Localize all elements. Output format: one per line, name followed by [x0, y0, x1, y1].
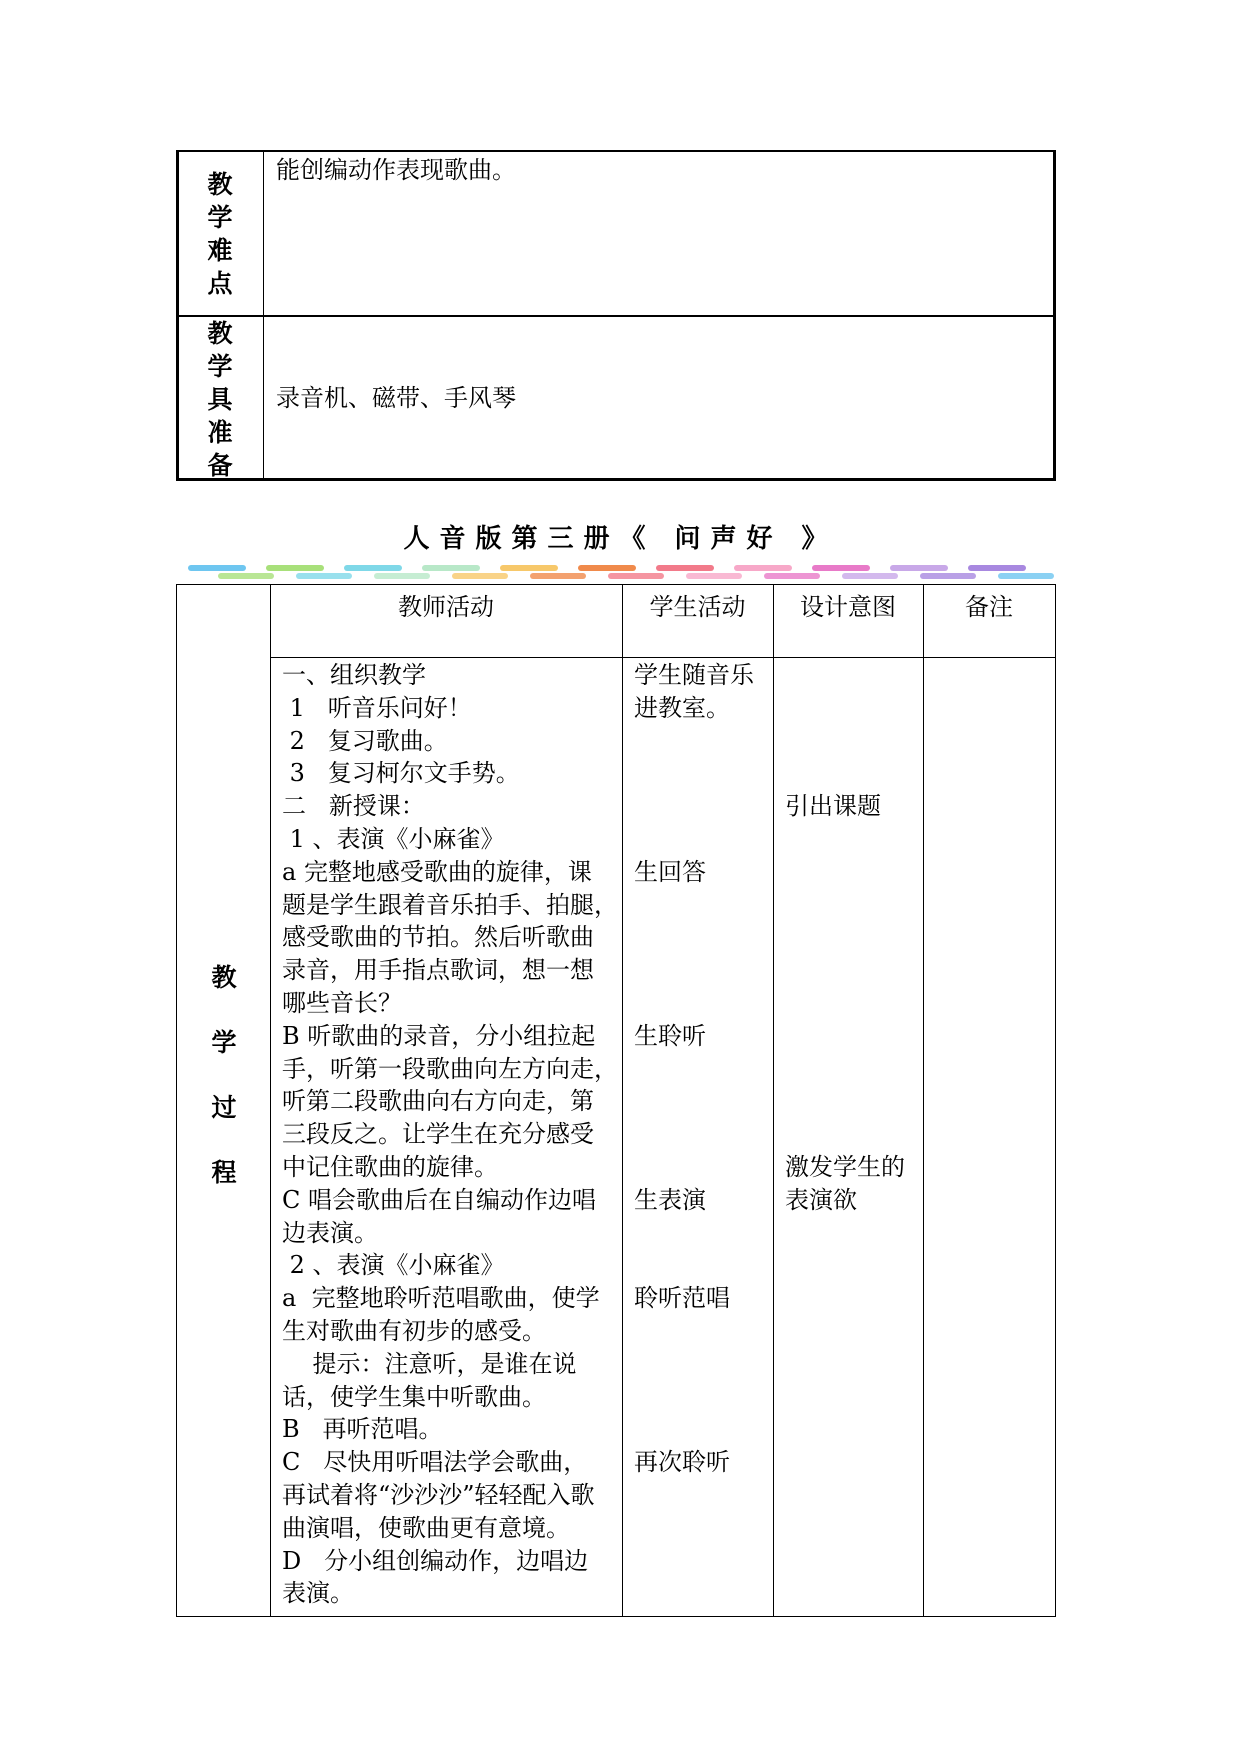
decor-segment [890, 565, 948, 571]
teacher-activity-line: 哪些音长？ [282, 989, 402, 1017]
teacher-activity-line: C 唱会歌曲后在自编动作边唱 [282, 1185, 596, 1214]
teacher-activity-line: 中记住歌曲的旋律。 [282, 1153, 498, 1181]
difficulty-label-char: 点 [207, 269, 233, 298]
decor-segment [686, 573, 742, 579]
teacher-activity-line: 提示：注意听，是谁在说 [282, 1349, 577, 1378]
header-student-activity: 学生活动 [649, 593, 746, 621]
teacher-activity-line: 题是学生跟着音乐拍手、拍腿， [282, 890, 618, 919]
decor-segment [530, 573, 586, 579]
decor-segment [452, 573, 508, 579]
teacher-activity-line: 边表演。 [282, 1218, 378, 1247]
decor-segment [842, 573, 898, 579]
decor-segment [578, 565, 636, 571]
decor-segment [374, 573, 430, 579]
decor-segment [500, 565, 558, 571]
difficulty-label-char: 教 [207, 170, 233, 199]
teacher-activity-line: 2 、表演《小麻雀》 [282, 1251, 505, 1280]
student-activity-line: 再次聆听 [634, 1448, 730, 1477]
teacher-activity-line: 感受歌曲的节拍。然后听歌曲 [282, 923, 594, 952]
decor-segment [344, 565, 402, 571]
teacher-activity-line: 生对歌曲有初步的感受。 [282, 1317, 546, 1345]
teacher-activity-line: 三段反之。让学生在充分感受 [282, 1120, 594, 1149]
teacher-activity-line: 表演。 [282, 1579, 354, 1608]
decor-segment [296, 573, 352, 579]
student-activity-line: 生回答 [634, 857, 706, 886]
difficulty-label [200, 168, 240, 300]
teacher-activity-line: B 再听范唱。 [282, 1415, 443, 1444]
decor-segment [422, 565, 480, 571]
difficulty-label-char: 学 [207, 203, 233, 232]
process-label-char: 过 [211, 1093, 237, 1122]
teacher-activity-line: 2 复习歌曲。 [282, 726, 448, 755]
process-label-char: 程 [211, 1158, 237, 1187]
design-intent-line: 引出课题 [785, 792, 881, 821]
process-label [204, 945, 244, 1205]
teacher-activity-line: 手，听第一段歌曲向左方向走， [282, 1054, 618, 1083]
teacher-activity-line: C 尽快用听唱法学会歌曲， [282, 1448, 588, 1477]
teacher-activity-line: 话，使学生集中听歌曲。 [282, 1382, 546, 1411]
lesson-title: 人音版第三册《 问声好 》 [403, 524, 838, 554]
design-intent-line: 表演欲 [785, 1185, 857, 1214]
process-label-char: 教 [211, 963, 237, 992]
process-label-char: 学 [211, 1028, 237, 1057]
student-activity-line: 生表演 [634, 1185, 706, 1214]
decor-segment [266, 565, 324, 571]
teacher-activity-line: 曲演唱，使歌曲更有意境。 [282, 1513, 570, 1542]
teacher-activity-line: 再试着将“沙沙沙”轻轻配入歌 [282, 1481, 595, 1509]
header-teacher-activity: 教师活动 [398, 593, 494, 621]
preparation-content: 录音机、磁带、手风琴 [276, 384, 516, 412]
decor-segment [998, 573, 1054, 579]
teacher-activity-line: 3 复习柯尔文手势。 [282, 759, 520, 788]
teacher-activity-line: 1 、表演《小麻雀》 [282, 825, 505, 853]
decor-segment [608, 573, 664, 579]
decor-segment [812, 565, 870, 571]
preparation-label-char: 准 [207, 418, 233, 447]
teacher-activity-line: a 完整地聆听范唱歌曲，使学 [282, 1284, 600, 1313]
student-activity-line: 学生随音乐 [634, 661, 754, 689]
preparation-label-char: 学 [207, 352, 233, 381]
teacher-activity-line: 二 新授课： [282, 792, 425, 821]
preparation-label-char: 备 [207, 451, 233, 480]
teacher-activity-line: 1 听音乐问好！ [282, 693, 472, 722]
teacher-activity-line: a 完整地感受歌曲的旋律，课 [282, 857, 592, 886]
decor-segment [188, 565, 246, 571]
design-intent-line: 激发学生的 [785, 1153, 905, 1181]
decor-segment [656, 565, 714, 571]
header-design-intent: 设计意图 [800, 593, 896, 621]
teacher-activity-line: 一、组织教学 [282, 661, 426, 689]
preparation-label-char: 教 [207, 319, 233, 348]
decor-segment [968, 565, 1026, 571]
decorative-divider [188, 565, 1048, 581]
teacher-activity-line: B 听歌曲的录音，分小组拉起 [282, 1021, 596, 1050]
teacher-activity-line: 听第二段歌曲向右方向走，第 [282, 1087, 594, 1116]
decor-segment [218, 573, 274, 579]
difficulty-content: 能创编动作表现歌曲。 [276, 156, 516, 184]
teacher-activity-line: 录音，用手指点歌词，想一想 [282, 956, 594, 985]
decor-segment [734, 565, 792, 571]
decor-segment [920, 573, 976, 579]
preparation-label-char: 具 [207, 385, 233, 414]
student-activity-line: 进教室。 [634, 693, 730, 722]
preparation-label [200, 317, 240, 482]
header-notes: 备注 [965, 593, 1013, 621]
student-activity-line: 生聆听 [634, 1021, 706, 1050]
decor-segment [764, 573, 820, 579]
teacher-activity-line: D 分小组创编动作，边唱边 [282, 1546, 589, 1575]
student-activity-line: 聆听范唱 [634, 1284, 730, 1313]
difficulty-label-char: 难 [207, 236, 233, 265]
